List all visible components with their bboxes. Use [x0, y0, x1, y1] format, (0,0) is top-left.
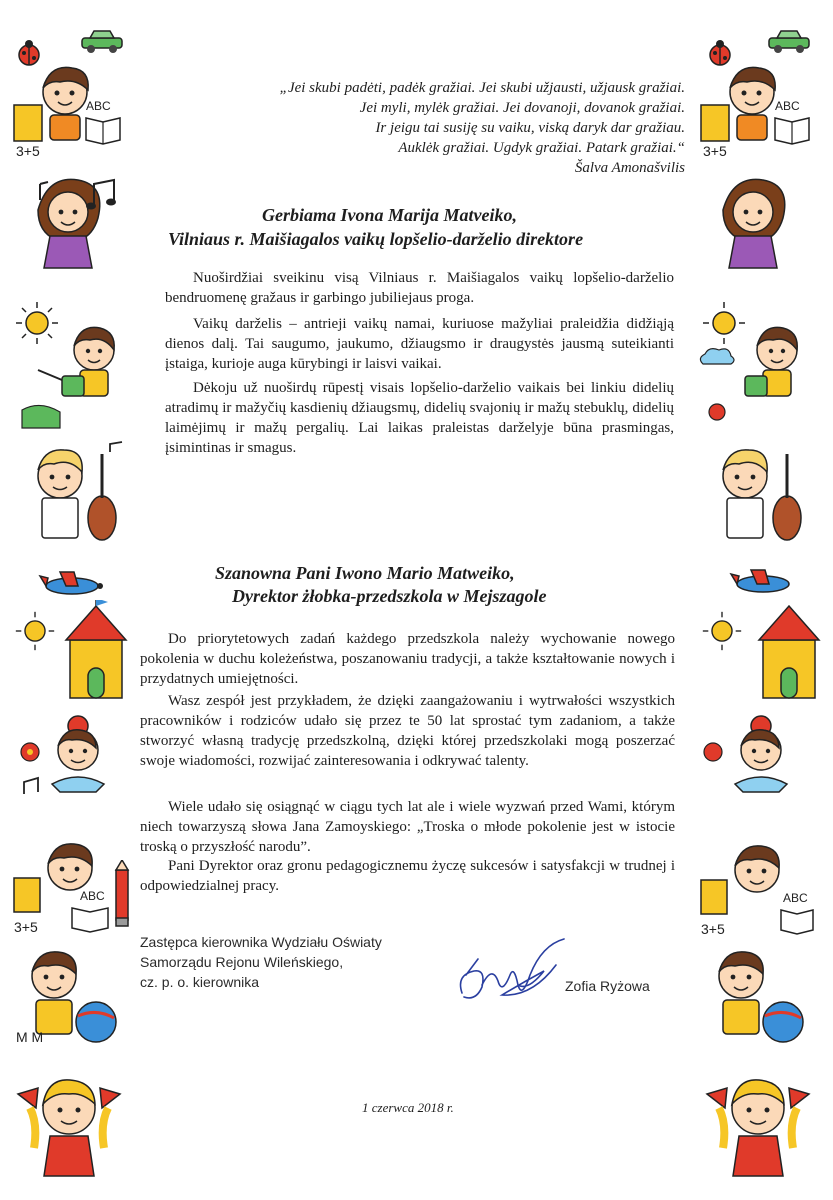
gardening-boy-icon [20, 320, 130, 430]
castle-icon [62, 600, 130, 700]
lt-salutation-name: Gerbiama Ivona Marija Matveiko, [262, 205, 517, 225]
svg-text:ABC: ABC [80, 889, 105, 903]
castle-icon [755, 600, 823, 700]
pencil-icon [112, 860, 132, 930]
lt-paragraph: Dėkoju už nuoširdų rūpestį visais lopšelio-darželio vaikais bei linkiu didelių atradimų ir mažyčių kasdienių džiaugsmų, didelių svajonių ir mažų stebuklų, didelių laimėjimų ir mažų pergalių. Lai laikas praleistas darželyje būna prasmingas, įsimintinas ir smagus. [165, 380, 674, 456]
abc-book-icon [84, 96, 124, 146]
violin-boy-icon [699, 440, 814, 550]
music-notes-icon [86, 176, 126, 220]
svg-text:ABC: ABC [775, 99, 800, 113]
ballerina-girl-icon [16, 712, 128, 822]
airplane-icon [38, 568, 108, 602]
girl-with-pigtails-icon [8, 1064, 130, 1184]
pl-paragraph: Pani Dyrektor oraz gronu pedagogicznemu życzę sukcesów i satysfakcji w trudnej i odpowiedzialnej pracy. [140, 858, 675, 894]
sun-icon [701, 610, 743, 652]
handwritten-signature [452, 935, 572, 1015]
violin-boy-icon [14, 440, 129, 550]
boy-with-ball-icon [699, 946, 817, 1056]
signatory-title-line: Samorządu Rejonu Wileńskiego, [140, 954, 344, 970]
quote-author: Šalva Amonašvilis [574, 160, 685, 176]
svg-text:ABC: ABC [86, 99, 111, 113]
svg-text:3+5: 3+5 [14, 919, 38, 935]
pl-paragraph: Wiele udało się osiągnąć w ciągu tych lat ale i wiele wyzwań przed Wami, którym niech towarzyszą słowa Jana Zamoyskiego: „Troska o młode pokolenie jest w istocie troską o przyszłość narodu”. [140, 799, 675, 855]
pl-salutation-name: Szanowna Pani Iwono Mario Matweiko, [215, 563, 515, 583]
quote-line: Ir jeigu tai susiję su vaiku, viską daryk dar gražiau. [375, 120, 685, 136]
sun-icon [14, 610, 56, 652]
toy-car-icon [765, 28, 813, 54]
lt-paragraph: Vaikų darželis – antrieji vaikų namai, kuriuose mažyliai praleidžia didžiąją dienos dalį. Tai saugumo, jaukumo, džiaugsmo ir draugystės jausmą suteikianti įstaiga, kurioje auga kūrybingi ir laisvi vaikai. [165, 316, 674, 372]
ballerina-girl-icon [699, 712, 811, 822]
right-decorative-border [693, 0, 833, 1200]
pl-salutation-title: Dyrektor żłobka-przedszkola w Mejszagole [232, 586, 547, 606]
lt-paragraph: Nuoširdžiai sveikinu visą Vilniaus r. Maišiagalos vaikų lopšelio-darželio bendruomenę gražaus ir garbingo jubiliejaus proga. [165, 270, 674, 306]
epigraph-quote [180, 78, 685, 178]
boy-with-books-icon [697, 840, 821, 940]
toy-car-icon [78, 28, 126, 54]
quote-line: „Jei skubi padėti, padėk gražiai. Jei skubi užjausti, užjausk gražiai. [279, 80, 685, 96]
abc-book-icon [773, 96, 813, 146]
left-decorative-border [0, 0, 140, 1200]
lt-salutation-title: Vilniaus r. Maišiagalos vaikų lopšelio-darželio direktore [168, 229, 584, 249]
svg-text:3+5: 3+5 [16, 143, 40, 159]
quote-line: Jei myli, mylėk gražiai. Jei dovanoji, dovanok gražiai. [359, 100, 685, 116]
girl-with-pigtails-icon [697, 1064, 819, 1184]
pl-paragraph: Wasz zespół jest przykładem, że dzięki zaangażowaniu i wytrwałości wszystkich pracowników i rodziców udało się przez te 50 lat sprostać tym zadaniom, a także stworzyć własną tradycję przedszkolną, dzięki której przedszkolaki mogą poszerzać swoje wiadomości, rozwijać zainteresowania i odkrywać talenty. [140, 693, 675, 769]
signatory-title [140, 932, 382, 992]
airplane-icon [729, 566, 799, 600]
pl-paragraph: Do priorytetowych zadań każdego przedszkola należy wychowanie nowego pokolenia w duchu koleżeństwa, poszanowaniu tradycji, a także kształtowanie nowych i przydatnych umiejętności. [140, 631, 675, 687]
svg-text:ABC: ABC [783, 891, 808, 905]
signatory-name: Zofia Ryżowa [565, 978, 650, 994]
signatory-title-line: Zastępca kierownika Wydziału Oświaty [140, 934, 382, 950]
boy-with-ball-icon [12, 946, 130, 1056]
quote-line: Auklėk gražiai. Ugdyk gražiai. Patark gražiai.“ [398, 140, 685, 156]
svg-text:M M: M M [16, 1029, 44, 1045]
music-girl-icon [703, 170, 813, 280]
letter-date: 1 czerwca 2018 r. [362, 1100, 454, 1115]
signatory-title-line: cz. p. o. kierownika [140, 974, 260, 990]
svg-text:3+5: 3+5 [701, 921, 725, 937]
gardening-boy-icon [703, 320, 813, 430]
svg-text:3+5: 3+5 [703, 143, 727, 159]
